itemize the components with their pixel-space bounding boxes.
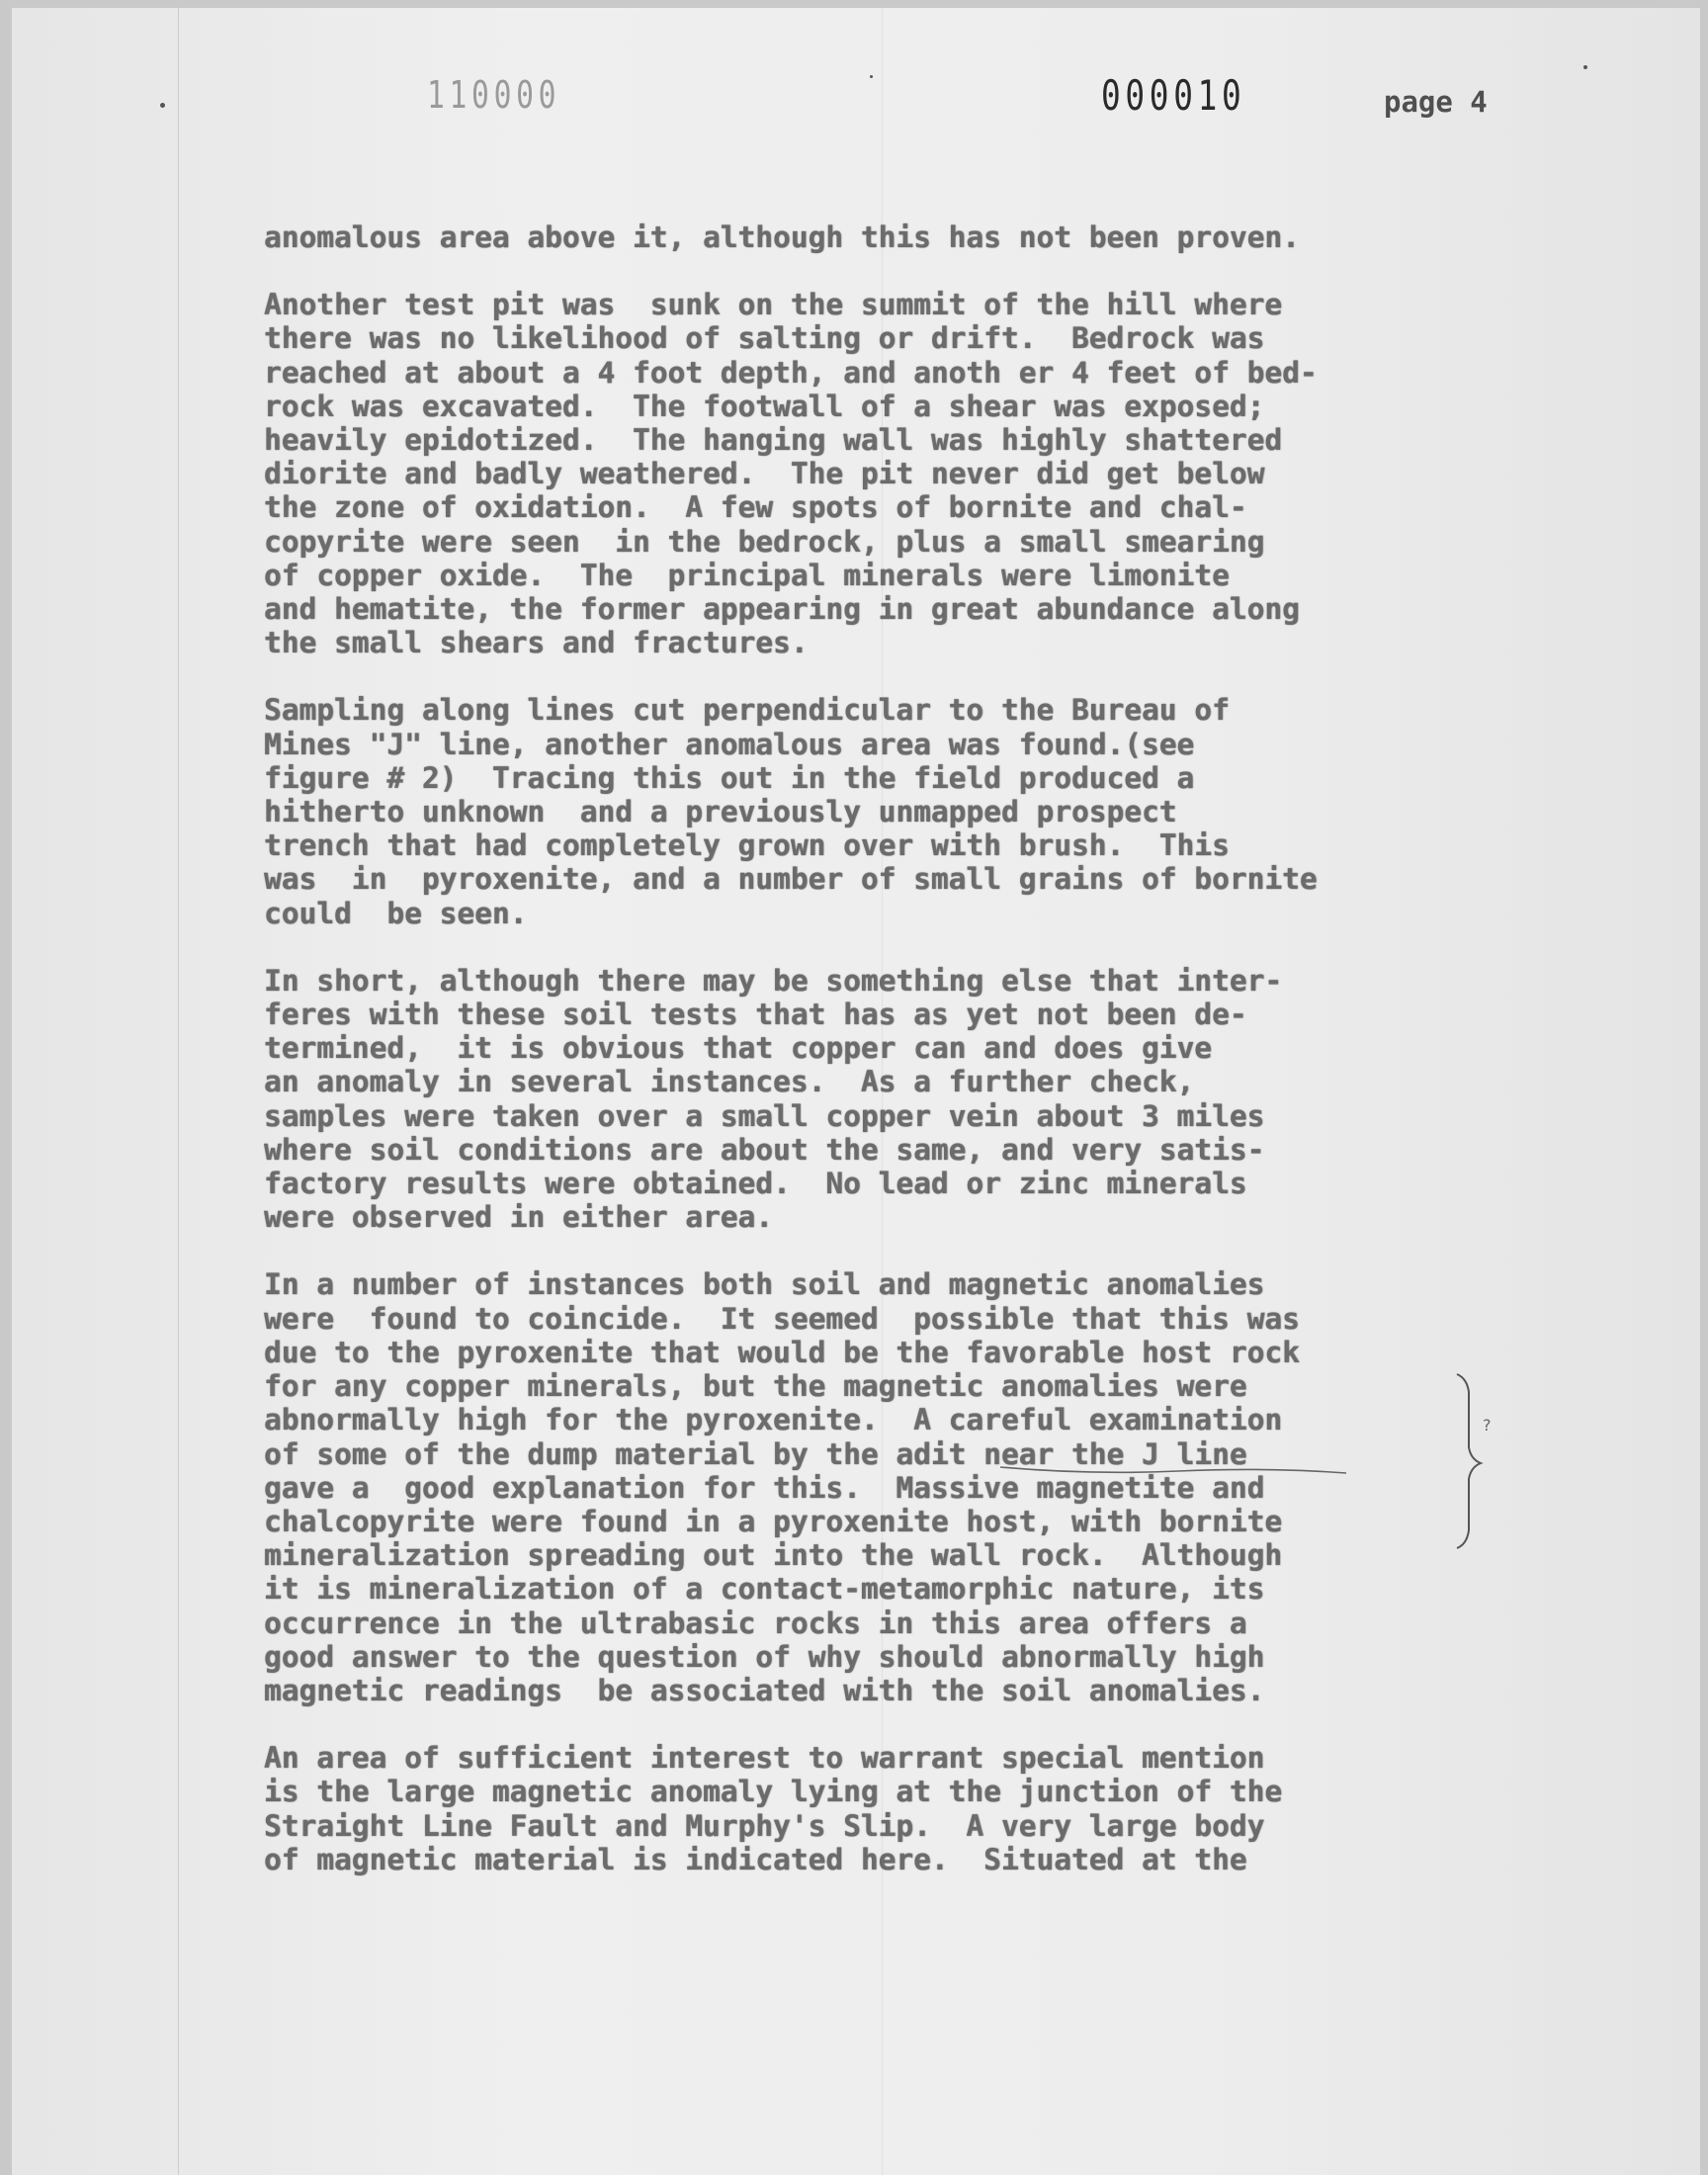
text-line: mineralization spreading out into the wall rock. Although (264, 1538, 1283, 1573)
text-line: termined, it is obvious that copper can and does give (264, 1031, 1213, 1066)
paragraph (264, 288, 1549, 659)
stamp-number-right: 000010 (1101, 71, 1246, 120)
margin-bracket-annotation (1453, 1372, 1493, 1550)
text-line: where soil conditions are about the same, and very satis- (264, 1132, 1265, 1167)
text-line: for any copper minerals, but the magnetic anomalies were (264, 1369, 1247, 1404)
text-line: magnetic readings be associated with the soil anomalies. (264, 1673, 1265, 1707)
paragraph (264, 220, 1549, 254)
margin-question-mark: ? (1483, 1416, 1492, 1435)
text-line: were found to coincide. It seemed possible that this was (264, 1301, 1300, 1336)
text-line: gave a good explanation for this. Massive magnetite and (264, 1470, 1265, 1505)
paragraph (264, 1741, 1549, 1876)
text-line: of some of the dump material by the adit near the J line (264, 1436, 1247, 1471)
text-line: occurrence in the ultrabasic rocks in this area offers a (264, 1606, 1247, 1640)
text-line: reached at about a 4 foot depth, and anoth er 4 feet of bed- (264, 355, 1318, 390)
text-line: feres with these soil tests that has as yet not been de- (264, 998, 1247, 1032)
text-line: were observed in either area. (264, 1200, 774, 1235)
page-crease (178, 8, 179, 2175)
text-line: was in pyroxenite, and a number of small grains of bornite (264, 862, 1318, 897)
paper-speck (870, 75, 873, 78)
text-line: heavily epidotized. The hanging wall was highly shattered (264, 423, 1283, 458)
text-line: factory results were obtained. No lead or zinc minerals (264, 1167, 1247, 1201)
text-line: anomalous area above it, although this has not been proven. (264, 220, 1300, 254)
paragraph (264, 1267, 1549, 1707)
text-line: could be seen. (264, 896, 528, 930)
text-line: and hematite, the former appearing in great abundance along (264, 592, 1300, 627)
text-line: of copper oxide. The principal minerals were limonite (264, 558, 1230, 592)
paragraph (264, 964, 1549, 1235)
text-line: chalcopyrite were found in a pyroxenite host, with bornite (264, 1504, 1283, 1538)
text-line: Straight Line Fault and Murphy's Slip. A very large body (264, 1808, 1265, 1843)
text-line: of magnetic material is indicated here. Situated at the (264, 1842, 1247, 1876)
text-line: the small shears and fractures. (264, 626, 809, 660)
document-page (12, 8, 1700, 2175)
text-line: it is mineralization of a contact-metamorphic nature, its (264, 1572, 1265, 1607)
text-line: copyrite were seen in the bedrock, plus a small smearing (264, 524, 1265, 559)
body-text (264, 220, 1549, 1910)
text-line: In a number of instances both soil and magnetic anomalies (264, 1267, 1265, 1302)
text-line: is the large magnetic anomaly lying at the junction of the (264, 1775, 1283, 1809)
text-line: the zone of oxidation. A few spots of bornite and chal- (264, 490, 1247, 525)
text-line: In short, although there may be something else that inter- (264, 963, 1283, 998)
text-line: figure # 2) Tracing this out in the field produced a (264, 760, 1195, 795)
paragraph (264, 693, 1549, 929)
text-line: rock was excavated. The footwall of a shear was exposed; (264, 389, 1265, 423)
text-line: Sampling along lines cut perpendicular to the Bureau of (264, 693, 1230, 728)
text-line: abnormally high for the pyroxenite. A careful examination (264, 1403, 1283, 1437)
paper-speck (160, 103, 165, 108)
text-line: An area of sufficient interest to warrant special mention (264, 1741, 1265, 1776)
text-line: due to the pyroxenite that would be the favorable host rock (264, 1335, 1300, 1369)
text-line: Another test pit was sunk on the summit of the hill where (264, 288, 1283, 322)
text-line: hitherto unknown and a previously unmapped prospect (264, 795, 1177, 829)
text-line: there was no likelihood of salting or drift. Bedrock was (264, 321, 1265, 356)
handwritten-underline (1000, 1461, 1356, 1481)
text-line: good answer to the question of why should abnormally high (264, 1639, 1265, 1674)
text-line: diorite and badly weathered. The pit never did get below (264, 457, 1265, 491)
page-number: page 4 (1384, 85, 1488, 119)
stamp-number-left: 110000 (427, 73, 561, 117)
paper-speck (1583, 65, 1587, 69)
text-line: trench that had completely grown over with brush. This (264, 828, 1230, 863)
text-line: samples were taken over a small copper vein about 3 miles (264, 1098, 1265, 1133)
text-line: Mines "J" line, another anomalous area was found.(see (264, 727, 1195, 761)
text-line: an anomaly in several instances. As a further check, (264, 1065, 1195, 1099)
